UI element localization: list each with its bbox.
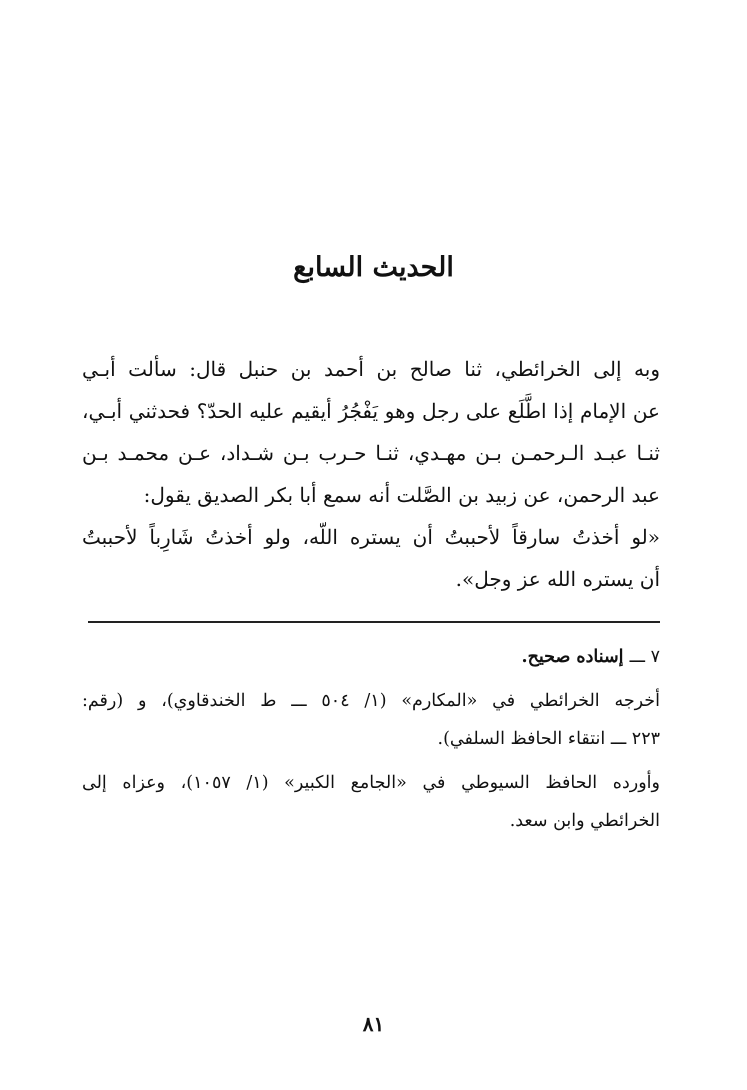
text-line: عن الإمام إذا اطَّلَع على رجل وهو يَفْجُرُ أيقيم عليه الحدّ؟ فحدثني أبـي،	[82, 399, 660, 423]
text-line: أن يستره الله عز وجل».	[455, 567, 660, 591]
footnote-title: إسناده صحيح.	[521, 647, 624, 667]
footnote-paragraph	[82, 682, 660, 758]
text-line: وبه إلى الخرائطي، ثنا صالح بن أحمد بن حنبل قال: سألت أبـي	[82, 357, 660, 381]
footnotes	[82, 638, 660, 840]
footnote-heading	[82, 638, 660, 676]
page-number: ٨١	[362, 1012, 385, 1036]
footnote-line: أخرجه الخرائطي في «المكارم» (١/ ٥٠٤ ـــ ط الخندقاوي)، و (رقم:	[82, 691, 660, 711]
footnote-line: وأورده الحافظ السيوطي في «الجامع الكبير» (١/ ١٠٥٧)، وعزاه إلى	[82, 773, 660, 793]
text-line: ثنـا عبـد الـرحمـن بـن مهـدي، ثنـا حـرب بـن شـداد، عـن محمـد بـن	[82, 441, 660, 465]
footnote-line: ٢٢٣ ـــ انتقاء الحافظ السلفي).	[437, 729, 660, 749]
text-line: «لو أخذتُ سارقاً لأحببتُ أن يستره اللّه، ولو أخذتُ شَارِباً لأحببتُ	[82, 525, 660, 549]
footnote-divider	[88, 621, 660, 623]
footnote-line: الخرائطي وابن سعد.	[509, 811, 660, 831]
footnote-paragraph	[82, 764, 660, 840]
main-text	[82, 348, 660, 600]
chapter-title: الحديث السابع	[293, 252, 454, 283]
footnote-number: ٧ ـــ	[629, 647, 660, 667]
text-line: عبد الرحمن، عن زبيد بن الصَّلت أنه سمع أبا بكر الصديق يقول:	[143, 483, 660, 507]
